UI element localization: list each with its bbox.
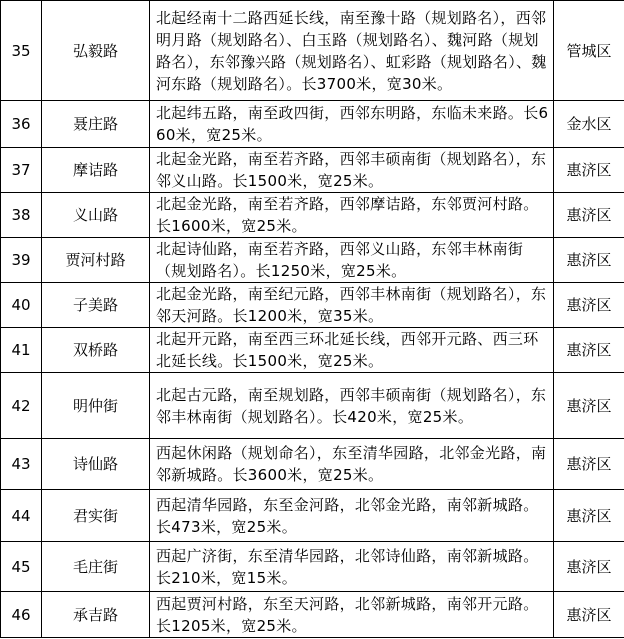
table-row <box>1 490 624 542</box>
road-description: 北起金光路，南至若齐路，西邻丰硕南街（规划路名），东邻义山路。长1500米，宽25米。 <box>150 148 554 193</box>
row-number: 36 <box>1 101 42 148</box>
district: 惠济区 <box>554 238 624 283</box>
table-row <box>1 592 624 638</box>
table-row <box>1 328 624 373</box>
row-number: 46 <box>1 592 42 638</box>
road-description: 北起金光路，南至纪元路，西邻丰林南街（规划路名），东邻天河路。长1200米，宽35米。 <box>150 283 554 328</box>
road-name: 君实街 <box>42 490 150 542</box>
district: 惠济区 <box>554 490 624 542</box>
road-name: 明仲街 <box>42 373 150 439</box>
district: 金水区 <box>554 101 624 148</box>
road-name: 摩诘路 <box>42 148 150 193</box>
road-description: 北起开元路，南至西三环北延长线，西邻开元路、西三环北延长线。长1500米，宽25米。 <box>150 328 554 373</box>
row-number: 35 <box>1 1 42 101</box>
road-name: 弘毅路 <box>42 1 150 101</box>
road-description: 北起金光路，南至若齐路，西邻摩诘路，东邻贾河村路。长1600米，宽25米。 <box>150 193 554 238</box>
table-row <box>1 439 624 490</box>
district: 惠济区 <box>554 592 624 638</box>
road-name: 双桥路 <box>42 328 150 373</box>
road-name: 毛庄街 <box>42 542 150 592</box>
road-description: 北起纬五路，南至政四街，西邻东明路，东临未来路。长660米，宽25米。 <box>150 101 554 148</box>
district: 惠济区 <box>554 283 624 328</box>
row-number: 45 <box>1 542 42 592</box>
road-description: 西起休闲路（规划命名），东至清华园路，北邻金光路，南邻新城路。长3600米，宽25米。 <box>150 439 554 490</box>
district: 惠济区 <box>554 373 624 439</box>
district: 管城区 <box>554 1 624 101</box>
row-number: 39 <box>1 238 42 283</box>
table-row <box>1 193 624 238</box>
road-description: 北起经南十二路西延长线，南至豫十路（规划路名），西邻明月路（规划路名）、白玉路（规划路名）、魏河路（规划路名），东邻豫兴路（规划路名）、虹彩路（规划路名）、魏河东路（规划路名）。长3700米，宽30米。 <box>150 1 554 101</box>
road-name: 子美路 <box>42 283 150 328</box>
row-number: 38 <box>1 193 42 238</box>
table-row <box>1 148 624 193</box>
road-name: 贾河村路 <box>42 238 150 283</box>
table-row <box>1 283 624 328</box>
table-row <box>1 373 624 439</box>
road-name: 诗仙路 <box>42 439 150 490</box>
district: 惠济区 <box>554 542 624 592</box>
road-description: 北起古元路，南至规划路，西邻丰硕南街（规划路名），东邻丰林南街（规划路名）。长420米，宽25米。 <box>150 373 554 439</box>
table-row <box>1 101 624 148</box>
road-description: 西起广济街，东至清华园路，北邻诗仙路，南邻新城路。长210米，宽15米。 <box>150 542 554 592</box>
road-description: 西起贾河村路，东至天河路，北邻新城路，南邻开元路。长1205米，宽25米。 <box>150 592 554 638</box>
district: 惠济区 <box>554 148 624 193</box>
row-number: 44 <box>1 490 42 542</box>
road-name: 义山路 <box>42 193 150 238</box>
road-description: 西起清华园路，东至金河路，北邻金光路，南邻新城路。长473米，宽25米。 <box>150 490 554 542</box>
table-row <box>1 542 624 592</box>
road-description: 北起诗仙路，南至若齐路，西邻义山路，东邻丰林南街（规划路名）。长1250米，宽25米。 <box>150 238 554 283</box>
row-number: 37 <box>1 148 42 193</box>
table-row <box>1 238 624 283</box>
table-row <box>1 1 624 101</box>
district: 惠济区 <box>554 328 624 373</box>
row-number: 43 <box>1 439 42 490</box>
row-number: 40 <box>1 283 42 328</box>
district: 惠济区 <box>554 193 624 238</box>
road-name: 聂庄路 <box>42 101 150 148</box>
road-name: 承吉路 <box>42 592 150 638</box>
district: 惠济区 <box>554 439 624 490</box>
row-number: 41 <box>1 328 42 373</box>
row-number: 42 <box>1 373 42 439</box>
